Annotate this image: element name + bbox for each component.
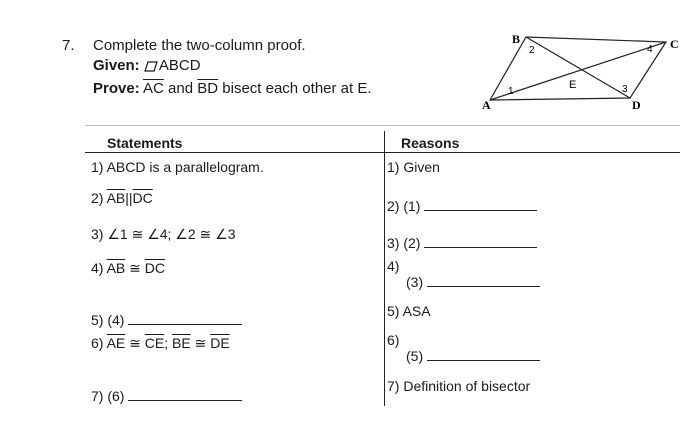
statement-5-label: 5) (4): [91, 312, 125, 328]
table-column-divider: [384, 131, 385, 406]
angle-label-4: 4: [647, 44, 653, 55]
blank-3[interactable]: [427, 274, 540, 287]
segment-ae: $\overline{AE}$: [106, 335, 126, 351]
given-value: ABCD: [158, 57, 201, 74]
reason-4-number: 4): [387, 258, 400, 274]
blank-2[interactable]: [424, 235, 537, 248]
statement-7-label: 7) (6): [91, 388, 125, 404]
prove-label: Prove:: [93, 80, 140, 97]
vertex-a: A: [482, 98, 491, 112]
table-top-rule: [85, 125, 680, 126]
angle-label-2: 2: [529, 45, 535, 56]
blank-4[interactable]: [128, 312, 242, 325]
problem-number: 7.: [62, 37, 75, 54]
statement-3-number: 3): [91, 226, 104, 242]
congruent-symbol: ≅: [129, 335, 141, 351]
point-e: E: [569, 79, 577, 91]
statement-3: [91, 226, 236, 243]
statement-5: [91, 312, 242, 328]
angle-label-1: 1: [508, 86, 514, 97]
statement-2: [91, 190, 153, 206]
prove-and: and: [168, 80, 194, 97]
segment-ab: $\overline{AB}$: [106, 260, 126, 276]
reason-7: 7) Definition of bisector: [387, 378, 531, 394]
parallel-symbol: ||: [125, 190, 133, 206]
segment-dc: $\overline{DC}$: [144, 260, 166, 276]
statement-7: [91, 388, 242, 404]
parallelogram-diagram: [478, 30, 688, 112]
diagonal-bd: [526, 37, 630, 98]
statement-6: [91, 335, 230, 352]
vertex-c: C: [670, 37, 679, 51]
statement-1: 1) ABCD is a parallelogram.: [91, 159, 264, 175]
reason-6-number: 6): [387, 332, 400, 348]
reason-6-label: (5): [406, 348, 424, 364]
angle-label-3: 3: [622, 84, 628, 95]
parallelogram-shape: [490, 37, 666, 100]
given-label: Given:: [93, 57, 140, 74]
segment-de: $\overline{DE}$: [210, 335, 230, 351]
statement-2-number: 2): [91, 190, 104, 206]
statement-3-text: ∠1 ≅ ∠4; ∠2 ≅ ∠3: [107, 226, 236, 242]
reason-3-label: 3) (2): [387, 235, 421, 251]
parallelogram-icon: [144, 61, 157, 71]
congruent-symbol: ≅: [129, 260, 141, 276]
segment-dc: $\overline{DC}$: [132, 190, 153, 206]
reason-6: [406, 348, 540, 364]
table-header-rule: [85, 152, 680, 153]
prove-segment-ac: $\overline{AC}$: [143, 80, 164, 97]
reason-4-label: (3): [406, 274, 424, 290]
instruction: Complete the two-column proof.: [93, 37, 306, 54]
header-reasons: Reasons: [401, 135, 460, 151]
reason-2-label: 2) (1): [387, 198, 421, 214]
reason-2: [387, 198, 537, 214]
diagonal-ac: [490, 42, 666, 100]
segment-ce: $\overline{CE}$: [144, 335, 165, 351]
header-statements: Statements: [107, 135, 183, 151]
prove-rest: bisect each other at E.: [222, 80, 372, 97]
blank-1[interactable]: [424, 198, 537, 211]
separator: ;: [164, 335, 169, 351]
vertex-b: B: [512, 32, 521, 46]
prove-line: [93, 80, 372, 97]
reason-3: [387, 235, 537, 251]
blank-6[interactable]: [128, 388, 242, 401]
reason-1: 1) Given: [387, 159, 440, 175]
segment-ab: $\overline{AB}$: [106, 190, 126, 206]
prove-segment-bd: $\overline{BD}$: [197, 80, 219, 97]
segment-be: $\overline{BE}$: [172, 335, 191, 351]
congruent-symbol: ≅: [194, 335, 207, 351]
blank-5[interactable]: [427, 348, 540, 361]
statement-4-number: 4): [91, 260, 104, 276]
given-line: [93, 57, 201, 74]
statement-4: [91, 260, 165, 277]
reason-4: [406, 274, 540, 290]
vertex-d: D: [632, 98, 641, 112]
reason-5: 5) ASA: [387, 303, 431, 319]
statement-6-number: 6): [91, 335, 104, 351]
